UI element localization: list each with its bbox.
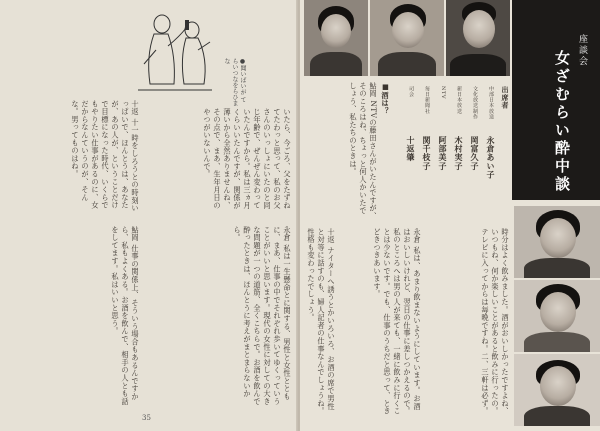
portrait-photo-5	[514, 280, 600, 352]
text-column-left-upper: 十返 十一時をしろうとの時刻いっぱいで、ほんとうは、あなたが、あの人が、ということだけで目標になった時代、いくらでもやりたい仕事があるのに、女だからなんていうのが、そんな。男ってものはね。	[71, 100, 140, 213]
roundtable-label: 座談会	[577, 34, 587, 67]
attendees-block	[392, 82, 512, 222]
right-page	[300, 0, 600, 431]
text-column-lower-right: 時分はよく飲みました。酒がおいしかったですよね、いつもね、何か楽しいことがあると飲みに行ったの。テレビに入ってからは毎晩ですね。二、三軒は必ず。	[481, 228, 510, 416]
attendee-name: 木村実子	[454, 136, 464, 171]
attendee-affil: 毎日新聞社	[424, 86, 430, 114]
attendee-affil: NTV	[440, 86, 446, 100]
page-number: 35	[142, 414, 151, 422]
text-column-intro: 鮎岡 NTVの藤田さんがいたんですが、そのころはね、ちょっと何人かいたでしょう、私たちのときは。	[349, 82, 378, 220]
text-column-lower-mid: 永倉 私は、あまり飲まないようにしています。お酒はおいしいけれど、翌日の仕事に差しつかえるので。私のところへは男の人が来ても、一緒に飲みに行くことは少ないです。でも、仕事のうちだと思って、ときどきつきあいます。	[373, 228, 422, 416]
illustration-caption: ●聞いばいが てらいつなをらひまな	[223, 58, 246, 106]
portrait-photo-4	[514, 206, 600, 278]
portrait-photo-6	[514, 354, 600, 426]
portrait-photo-2	[370, 0, 444, 76]
attendee-name: 岡富久子	[470, 136, 480, 171]
attendee-name: 関千枝子	[422, 136, 432, 171]
drinking-figures-illustration	[128, 6, 220, 98]
attendee-affil: 中部日本放送	[488, 86, 494, 120]
attendee-name: 十返肇	[406, 136, 416, 162]
attendee-name: 阿部美子	[438, 136, 448, 171]
text-column-right-lower: 永倉 私は一生懸命とに関する、男性と女性とともに、まあ、仕事の中でそれぞれ歩いてゆくっていうことがいいと思います。現代の女性に対しての大きな問題が一つの道筋、全くこちらで。お酒を飲んで酔ったときは、ほんとうに考えがまとまらないから。	[233, 226, 292, 406]
portrait-photo-1	[304, 0, 368, 76]
attendees-label: 出席者	[501, 86, 510, 109]
text-column-right-upper: いたら、今ごろ、父をたずねてたわっと思って、私のお父さんのいっしょにいたのと同じ年齢で、ぜんぜん変わっていたんですから。私は三ヵ月くらいいたんですが、関係が薄いから全然ありませんね、その点で、まあ、生年月日のやつがいないんで。	[203, 108, 292, 210]
portrait-photo-3	[446, 0, 510, 76]
attendee-name: 永倉あい子	[486, 136, 496, 179]
attendee-affil: 新日本放送	[456, 86, 462, 114]
text-column-left-lower: 鮎岡 仕事の関係上、そういう場合もあるんですから、私もよくある。お酒を飲んで、相手の人とも話をしてます。私はいいと思う。	[111, 226, 140, 406]
article-title: 女ざむらい酔中談	[553, 50, 571, 194]
attendee-affil: 文化放送制作	[472, 86, 478, 120]
attendee-affil: 司会	[408, 86, 414, 98]
text-column-lower-left: 十返 ナイターへ誘うとかいろいろ、お酒の席で男性と対等に話すのも、婦人記者の仕事なんでしょうね。性格も変わったでしょう。	[307, 228, 336, 416]
section-heading: ■酒は？	[381, 82, 390, 115]
left-page	[0, 0, 298, 431]
